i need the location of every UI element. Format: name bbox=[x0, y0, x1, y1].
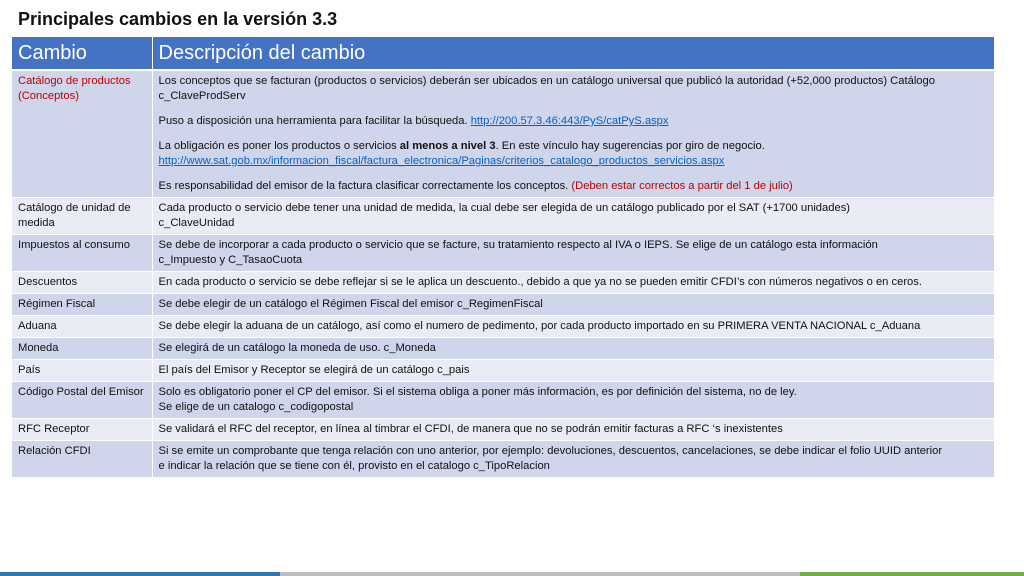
descripcion-cell bbox=[152, 198, 994, 235]
table-row bbox=[12, 70, 994, 198]
cambio-cell: Descuentos bbox=[12, 272, 152, 294]
descripcion-cell bbox=[152, 235, 994, 272]
description-line: Cada producto o servicio debe tener una unidad de medida, la cual debe ser elegida de un catálogo publicado por el SAT (+1700 unidades) bbox=[158, 202, 851, 214]
paragraph bbox=[159, 114, 988, 129]
table-body bbox=[12, 198, 994, 478]
description-line: e indicar la relación que se tiene con él, provisto en el catalogo c_TipoRelacion bbox=[158, 460, 550, 472]
table-header-row bbox=[12, 37, 994, 70]
descripcion-cell bbox=[152, 441, 994, 478]
cambio-cell: Catálogo de unidad de medida bbox=[12, 198, 152, 235]
cambio-cell: Código Postal del Emisor bbox=[12, 382, 152, 419]
table-row bbox=[12, 294, 994, 316]
paragraph bbox=[159, 139, 988, 154]
column-header-descripcion: Descripción del cambio bbox=[152, 37, 994, 70]
description-line: Se debe elegir de un catálogo el Régimen Fiscal del emisor c_RegimenFiscal bbox=[158, 298, 543, 310]
description-line: Se debe de incorporar a cada producto o servicio que se facture, su tratamiento respecto al IVA o IEPS. Se elige de un catálogo esta información bbox=[158, 239, 878, 251]
descripcion-cell bbox=[152, 419, 994, 441]
cambio-cell: Moneda bbox=[12, 338, 152, 360]
description-line: El país del Emisor y Receptor se elegirá de un catálogo c_pais bbox=[158, 364, 470, 376]
table-row bbox=[12, 198, 994, 235]
paragraph bbox=[159, 179, 988, 194]
criteria-link[interactable]: http://www.sat.gob.mx/informacion_fiscal/factura_electronica/Paginas/criterios_catalogo_productos_servicios.aspx bbox=[158, 155, 725, 167]
table-row bbox=[12, 338, 994, 360]
table-row bbox=[12, 235, 994, 272]
description-line: c_Impuesto y C_TasaoCuota bbox=[158, 254, 303, 266]
description-line: c_ClaveUnidad bbox=[158, 217, 235, 229]
cambio-cell: Catálogo de productos (Conceptos) bbox=[12, 70, 152, 198]
table-row bbox=[12, 419, 994, 441]
emphasis-text: al menos a nivel 3 bbox=[399, 140, 496, 152]
descripcion-cell bbox=[152, 360, 994, 382]
paragraph-text: La obligación es poner los productos o servicios bbox=[158, 140, 400, 152]
cambio-cell: Aduana bbox=[12, 316, 152, 338]
description-line: Solo es obligatorio poner el CP del emisor. Si el sistema obliga a poner más información, es por definición del sistema, no de ley. bbox=[158, 386, 797, 398]
description-line: Se elige de un catalogo c_codigopostal bbox=[158, 401, 354, 413]
paragraph-text: Es responsabilidad del emisor de la factura clasificar correctamente los conceptos. bbox=[158, 180, 572, 192]
descripcion-cell bbox=[152, 338, 994, 360]
cambio-cell: Impuestos al consumo bbox=[12, 235, 152, 272]
cambio-cell: Régimen Fiscal bbox=[12, 294, 152, 316]
paragraph-text: . En este vínculo hay sugerencias por giro de negocio. bbox=[495, 140, 765, 152]
description-line: En cada producto o servicio se debe reflejar si se le aplica un descuento., debido a que ya no se pueden emitir CFDI’s con números negativos o en ceros. bbox=[158, 276, 922, 288]
cambio-cell: Relación CFDI bbox=[12, 441, 152, 478]
table-row bbox=[12, 441, 994, 478]
table-row bbox=[12, 360, 994, 382]
column-header-cambio: Cambio bbox=[12, 37, 152, 70]
description-line: Si se emite un comprobante que tenga relación con uno anterior, por ejemplo: devoluciones, descuentos, cancelaciones, se debe indicar el folio UUID anterior bbox=[158, 445, 943, 457]
footer-bar bbox=[0, 572, 1024, 576]
catalog-search-link[interactable]: http://200.57.3.46:443/PyS/catPyS.aspx bbox=[470, 115, 669, 127]
table-row bbox=[12, 382, 994, 419]
page-title: Principales cambios en la versión 3.3 bbox=[18, 9, 338, 29]
descripcion-cell bbox=[152, 294, 994, 316]
descripcion-cell bbox=[152, 272, 994, 294]
description-line: Se validará el RFC del receptor, en línea al timbrar el CFDI, de manera que no se podrán emitir facturas a RFC ‘s inexistentes bbox=[158, 423, 783, 435]
deadline-note: (Deben estar correctos a partir del 1 de julio) bbox=[571, 180, 793, 192]
table-row bbox=[12, 316, 994, 338]
descripcion-cell bbox=[152, 316, 994, 338]
cambio-cell: RFC Receptor bbox=[12, 419, 152, 441]
table-row bbox=[12, 272, 994, 294]
cambio-cell: País bbox=[12, 360, 152, 382]
descripcion-cell bbox=[152, 382, 994, 419]
paragraph-text: Puso a disposición una herramienta para facilitar la búsqueda. bbox=[158, 115, 471, 127]
changes-table bbox=[12, 37, 995, 478]
paragraph: Los conceptos que se facturan (productos o servicios) deberán ser ubicados en un catálogo universal que publicó la autoridad (+52,000 productos) Catálogo c_ClaveProdServ bbox=[158, 75, 935, 102]
description-line: Se elegirá de un catálogo la moneda de uso. c_Moneda bbox=[158, 342, 436, 354]
descripcion-cell bbox=[152, 70, 994, 198]
description-line: Se debe elegir la aduana de un catálogo, así como el numero de pedimento, por cada producto importado en su PRIMERA VENTA NACIONAL c_Aduana bbox=[158, 320, 921, 332]
